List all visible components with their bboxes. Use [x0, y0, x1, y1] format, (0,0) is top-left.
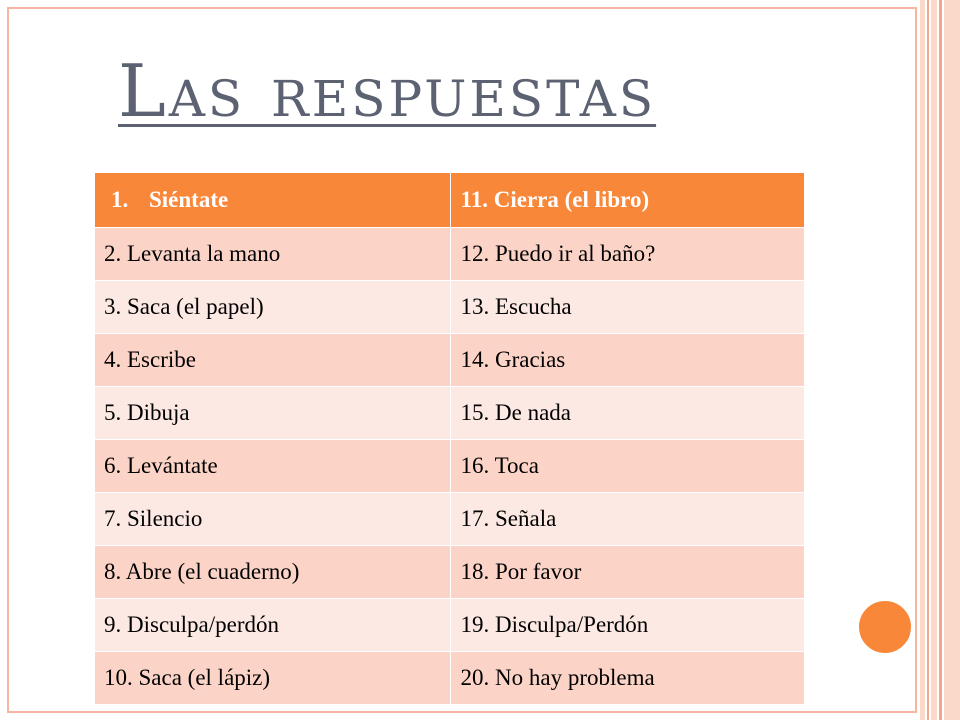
table-cell: 5. Dibuja: [95, 387, 450, 440]
answers-table: [95, 173, 804, 705]
decorative-side-band: [927, 0, 929, 720]
table-cell: 12. Puedo ir al baño?: [450, 228, 804, 281]
table-cell: 10. Saca (el lápiz): [95, 652, 450, 705]
table-row: [95, 493, 804, 546]
table-cell: 3. Saca (el papel): [95, 281, 450, 334]
decorative-circle: [856, 598, 914, 656]
table-cell: 7. Silencio: [95, 493, 450, 546]
table-cell: 20. No hay problema: [450, 652, 804, 705]
table-cell: 13. Escucha: [450, 281, 804, 334]
table-cell: 9. Disculpa/perdón: [95, 599, 450, 652]
table-row: [95, 387, 804, 440]
table-cell: 15. De nada: [450, 387, 804, 440]
table-cell: 17. Señala: [450, 493, 804, 546]
table-row: [95, 228, 804, 281]
table-row: [95, 652, 804, 705]
table-cell: 11. Cierra (el libro): [450, 173, 804, 228]
decorative-side-band: [931, 0, 937, 720]
decorative-side-band: [944, 0, 960, 720]
table-header-row: [95, 173, 804, 228]
table-row: [95, 599, 804, 652]
table-row: [95, 440, 804, 493]
table-cell: 19. Disculpa/Perdón: [450, 599, 804, 652]
table-cell: 8. Abre (el cuaderno): [95, 546, 450, 599]
decorative-side-band: [939, 0, 942, 720]
table-cell: 18. Por favor: [450, 546, 804, 599]
table-cell: 14. Gracias: [450, 334, 804, 387]
table-cell: 16. Toca: [450, 440, 804, 493]
table-row: [95, 546, 804, 599]
table-cell: 2. Levanta la mano: [95, 228, 450, 281]
cell-text: Siéntate: [149, 187, 229, 212]
slide-title: Las respuestas: [118, 49, 657, 133]
table-cell: 6. Levántate: [95, 440, 450, 493]
table-cell: 4. Escribe: [95, 334, 450, 387]
table-cell: [95, 173, 450, 228]
decorative-side-band: [920, 0, 925, 720]
table-row: [95, 281, 804, 334]
table-row: [95, 334, 804, 387]
list-number: 1.: [111, 187, 129, 212]
